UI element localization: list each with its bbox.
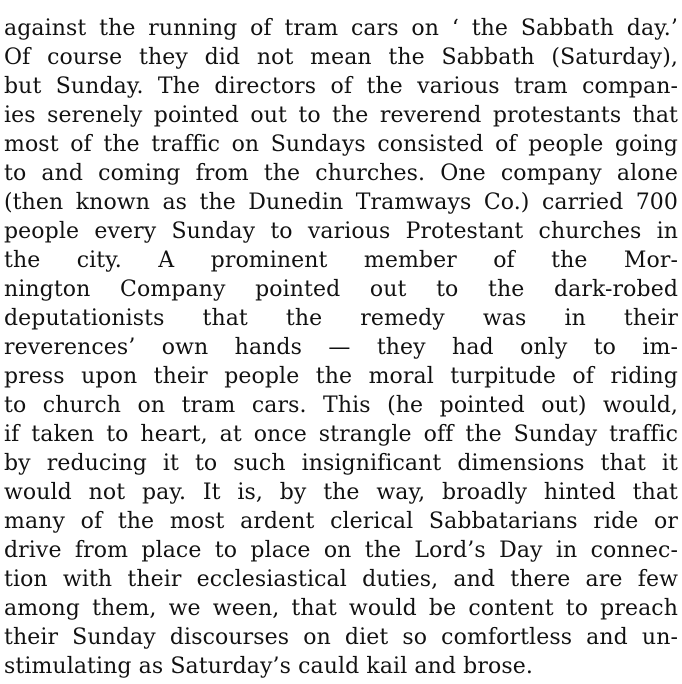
text-line: to church on tram cars. This (he pointed out) would, bbox=[4, 393, 678, 418]
text-line: deputationists that the remedy was in their bbox=[4, 306, 678, 331]
text-line: tion with their ecclesiastical duties, and there are few bbox=[4, 567, 678, 592]
text-line: among them, we ween, that would be content to preach bbox=[4, 596, 678, 621]
text-line: most of the traffic on Sundays consisted of people going bbox=[4, 132, 678, 157]
newspaper-column bbox=[4, 14, 678, 680]
text-line: many of the most ardent clerical Sabbatarians ride or bbox=[4, 509, 678, 534]
text-line: stimulating as Saturday’s cauld kail and brose. bbox=[4, 654, 533, 679]
text-line: the city. A prominent member of the Mor- bbox=[4, 248, 678, 273]
text-line: against the running of tram cars on ‘ the Sabbath day.’ bbox=[4, 16, 678, 41]
text-line: (then known as the Dunedin Tramways Co.) carried 700 bbox=[4, 190, 678, 215]
text-line: to and coming from the churches. One company alone bbox=[4, 161, 678, 186]
text-line: people every Sunday to various Protestant churches in bbox=[4, 219, 678, 244]
text-line: by reducing it to such insignificant dimensions that it bbox=[4, 451, 678, 476]
text-line: but Sunday. The directors of the various tram compan- bbox=[4, 74, 678, 99]
text-line: drive from place to place on the Lord’s Day in connec- bbox=[4, 538, 678, 563]
text-line: if taken to heart, at once strangle off the Sunday traffic bbox=[4, 422, 678, 447]
text-line: their Sunday discourses on diet so comfortless and un- bbox=[4, 625, 678, 650]
text-line: Of course they did not mean the Sabbath (Saturday), bbox=[4, 45, 678, 70]
text-line: nington Company pointed out to the dark-robed bbox=[4, 277, 678, 302]
text-line: press upon their people the moral turpitude of riding bbox=[4, 364, 678, 389]
text-line: would not pay. It is, by the way, broadly hinted that bbox=[4, 480, 678, 505]
text-line: ies serenely pointed out to the reverend protestants that bbox=[4, 103, 678, 128]
text-line: reverences’ own hands — they had only to im- bbox=[4, 335, 678, 360]
